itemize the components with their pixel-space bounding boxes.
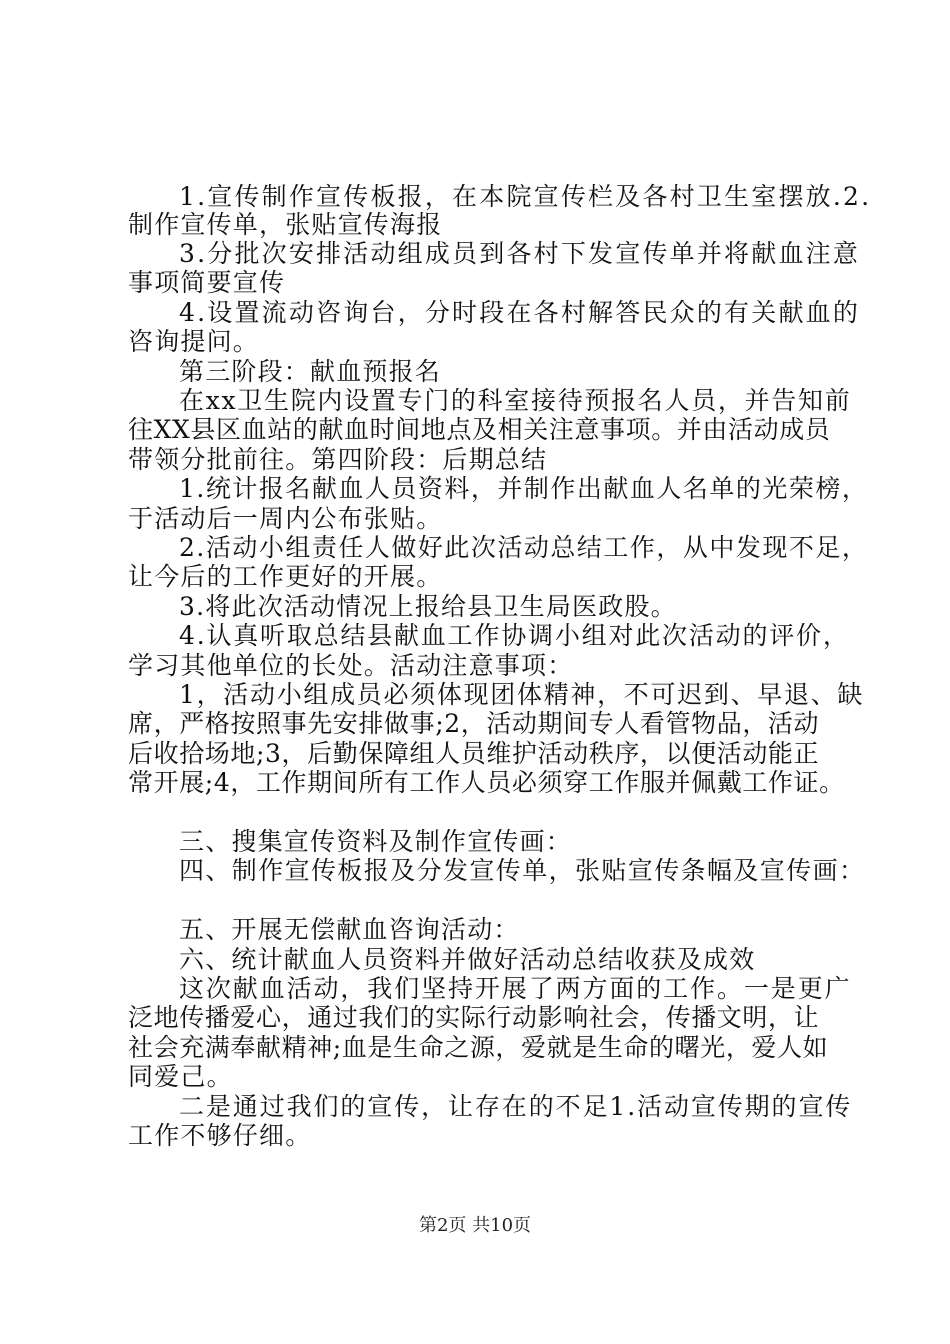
body-line: 后收拾场地;3，后勤保障组人员维护活动秩序，以便活动能正 — [128, 739, 820, 768]
body-line: 咨询提问。 — [128, 327, 260, 356]
body-line: 工作不够仔细。 — [128, 1121, 312, 1150]
body-line: 这次献血活动，我们坚持开展了两方面的工作。一是更广 — [179, 974, 852, 1003]
section-heading: 四、制作宣传板报及分发宣传单，张贴宣传条幅及宣传画： — [179, 856, 866, 885]
body-line: 3.将此次活动情况上报给县卫生局医政股。 — [179, 592, 677, 621]
body-line: 4.认真听取总结县献血工作协调小组对此次活动的评价， — [179, 621, 850, 650]
body-line: 二是通过我们的宣传，让存在的不足1.活动宣传期的宣传 — [179, 1092, 853, 1121]
section-heading: 六、统计献血人员资料并做好活动总结收获及成效 — [179, 945, 756, 974]
section-heading: 三、搜集宣传资料及制作宣传画： — [179, 827, 573, 856]
body-line: 2.活动小组责任人做好此次活动总结工作，从中发现不足， — [179, 533, 869, 562]
body-line: 学习其他单位的长处。活动注意事项： — [128, 651, 574, 680]
body-line: 同爱己。 — [128, 1062, 233, 1091]
body-line: 常开展;4，工作期间所有工作人员必须穿工作服并佩戴工作证。 — [128, 768, 845, 797]
body-line: 让今后的工作更好的开展。 — [128, 562, 443, 591]
section-heading: 五、开展无偿献血咨询活动： — [179, 915, 520, 944]
body-line: 泛地传播爱心，通过我们的实际行动影响社会，传播文明，让 — [128, 1003, 820, 1032]
body-line: 1.统计报名献血人员资料，并制作出献血人名单的光荣榜， — [179, 474, 869, 503]
body-line: 在xx卫生院内设置专门的科室接待预报名人员，并告知前 — [179, 386, 852, 415]
body-line: 事项简要宣传 — [128, 268, 286, 297]
body-line: 制作宣传单，张贴宣传海报 — [128, 210, 443, 239]
section-heading: 第三阶段：献血预报名 — [179, 357, 442, 386]
body-line: 1，活动小组成员必须体现团体精神，不可迟到、早退、缺 — [179, 680, 865, 709]
body-line: 社会充满奉献精神;血是生命之源，爱就是生命的曙光，爱人如 — [128, 1033, 829, 1062]
page-footer: 第2页 共10页 — [418, 1215, 532, 1236]
body-line: 3.分批次安排活动组成员到各村下发宣传单并将献血注意 — [179, 239, 861, 268]
body-line: 于活动后一周内公布张贴。 — [128, 504, 443, 533]
body-line: 席，严格按照事先安排做事;2，活动期间专人看管物品，活动 — [128, 709, 820, 738]
body-line: 往XX县区血站的献血时间地点及相关注意事项。并由活动成员 — [128, 415, 831, 444]
body-line: 4.设置流动咨询台，分时段在各村解答民众的有关献血的 — [179, 298, 861, 327]
body-line: 带领分批前往。第四阶段：后期总结 — [128, 445, 548, 474]
body-line: 1.宣传制作宣传板报，在本院宣传栏及各村卫生室摆放.2. — [179, 182, 872, 211]
